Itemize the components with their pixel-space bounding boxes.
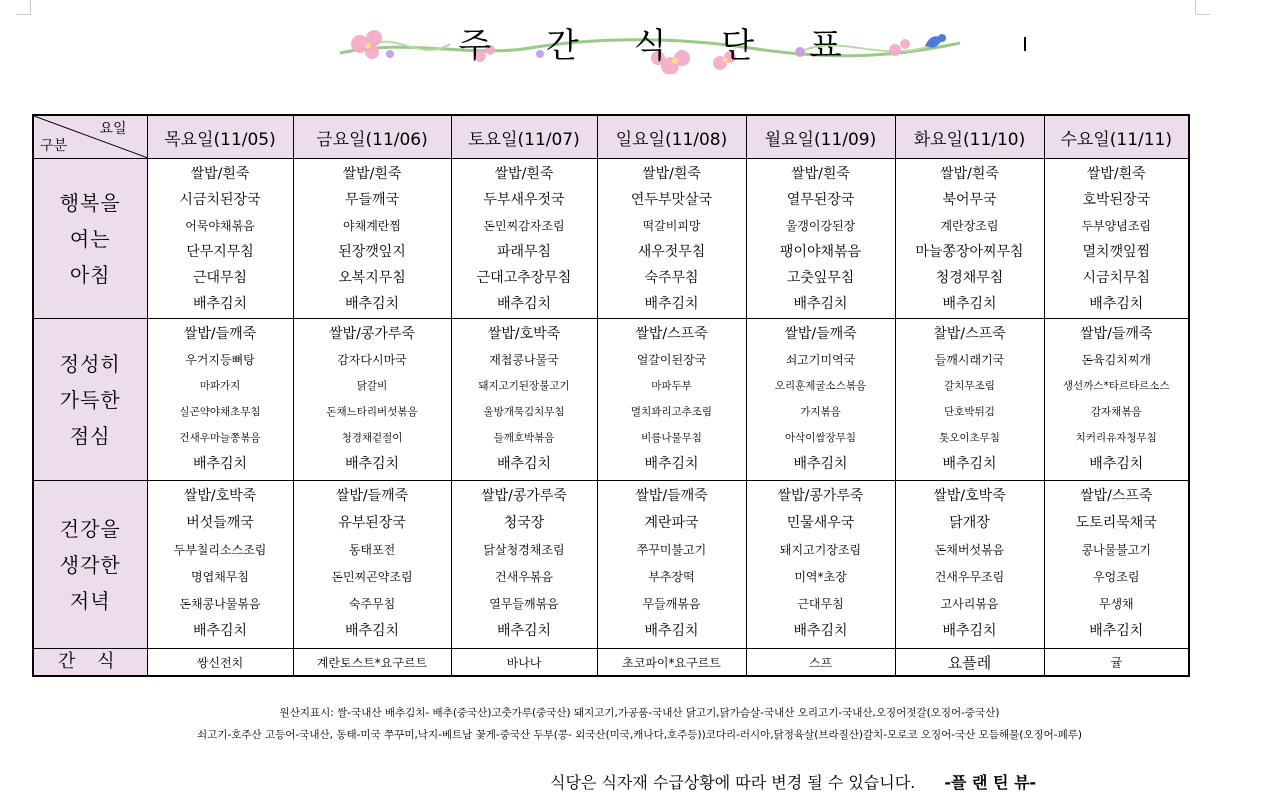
dish-item: 쌀밥/호박죽 [933, 488, 1006, 504]
origin-notice [0, 702, 1279, 746]
snack-cell: 쌍신전치 [147, 649, 293, 677]
dish-item: 우엉조림 [1093, 570, 1140, 584]
dish-item: 돈민찌곤약조림 [331, 570, 413, 584]
dish-item: 배추김치 [942, 623, 997, 639]
breakfast-menu-cell [1044, 159, 1189, 319]
dish-item: 닭살청경채조림 [483, 543, 565, 557]
dish-item: 두부칠리소스조림 [173, 543, 267, 557]
dinner-menu-cell [1044, 481, 1189, 649]
lunch-menu-cell [451, 319, 597, 481]
dish-item: 쇠고기미역국 [785, 353, 856, 367]
dish-item: 생선까스*타르타르소스 [1062, 380, 1170, 392]
meal-label-line: 아침 [69, 262, 111, 287]
dish-item: 톳오이초무침 [939, 432, 1000, 444]
dish-item: 근대고추장무침 [476, 270, 572, 286]
dish-item: 쌀밥/호박죽 [183, 488, 257, 504]
dish-item: 연두부맛살국 [630, 192, 713, 208]
dish-item: 닭갈비 [356, 380, 388, 392]
dish-item: 무들깨국 [344, 192, 400, 208]
dish-item: 두부새우젓국 [483, 192, 565, 208]
dish-item: 감자다시마국 [337, 353, 407, 367]
dish-item: 얼갈이된장국 [636, 353, 707, 367]
dinner-menu-cell [147, 481, 293, 649]
dish-item: 건새우마늘쫑볶음 [179, 432, 261, 444]
dish-item: 숙주무침 [348, 597, 396, 611]
page-corner-mark [17, 14, 31, 15]
day-header-row [33, 115, 1189, 159]
dish-item: 시금치무침 [1082, 270, 1151, 286]
dish-item: 쌀밥/흰죽 [190, 166, 250, 182]
dish-item: 가지볶음 [800, 406, 841, 418]
breakfast-menu-cell [293, 159, 451, 319]
dish-item: 돼지고기장조림 [779, 543, 862, 557]
day-header: 수요일(11/11) [1044, 115, 1189, 159]
dish-item: 배추김치 [644, 623, 699, 639]
dish-item: 쌀밥/흰죽 [940, 166, 999, 182]
dish-item: 실곤약야채초무침 [179, 406, 261, 418]
dish-item: 배추김치 [344, 623, 400, 639]
dish-item: 돈채느타리버섯볶음 [326, 406, 418, 418]
change-notice: 식당은 식자재 수급상황에 따라 변경 될 수 있습니다. [550, 773, 916, 792]
dish-item: 들깨호박볶음 [493, 432, 555, 444]
dish-item: 청경채무침 [935, 270, 1004, 286]
dish-item: 새우젓무침 [637, 244, 706, 260]
dish-item: 쌀밥/콩가루죽 [329, 326, 415, 342]
dish-item: 돼지고기된장불고기 [478, 380, 570, 392]
dish-item: 쌀밥/콩가루죽 [481, 488, 567, 504]
dish-item: 갈치무조림 [944, 380, 995, 392]
dish-item: 배추김치 [496, 456, 552, 472]
dish-item: 들깨시래기국 [934, 353, 1005, 367]
dish-item: 돈육김치찌개 [1081, 353, 1152, 367]
dish-item: 호박된장국 [1082, 192, 1151, 208]
snack-cell: 계란토스트*요구르트 [293, 649, 451, 677]
dish-item: 닭개장 [949, 515, 990, 531]
dish-item: 아삭이쌈장무침 [784, 432, 856, 444]
day-header: 금요일(11/06) [293, 115, 451, 159]
dish-item: 쌀밥/스프죽 [1080, 488, 1153, 504]
dish-item: 쭈꾸미불고기 [636, 543, 707, 557]
dish-item: 쌀밥/흰죽 [791, 166, 850, 182]
dish-item: 떡갈비피망 [642, 219, 701, 233]
dish-item: 미역*초장 [794, 570, 847, 584]
lunch-menu-cell [746, 319, 895, 481]
dish-item: 쌀밥/들깨죽 [1080, 326, 1153, 342]
dish-item: 돈민찌감자조림 [483, 219, 565, 233]
dish-item: 마파가지 [199, 380, 241, 392]
dish-item: 근대무침 [192, 270, 248, 286]
dish-item: 무들깨볶음 [642, 597, 701, 611]
snack-cell: 귤 [1044, 649, 1189, 677]
meal-label-line: 점심 [69, 423, 111, 448]
dish-item: 고사리볶음 [940, 597, 999, 611]
dish-item: 마늘쫑장아찌무침 [915, 244, 1024, 260]
dish-item: 명엽채무침 [191, 570, 249, 584]
weekday-axis-label: 요일 [99, 121, 127, 137]
dish-item: 멸치꽈리고추조림 [630, 406, 713, 418]
dish-item: 찰밥/스프죽 [933, 326, 1006, 342]
page-corner-mark [1195, 0, 1196, 14]
dish-item: 계란파국 [644, 515, 699, 531]
dish-item: 근대무침 [797, 597, 844, 611]
lunch-menu-cell [1044, 319, 1189, 481]
dish-item: 배추김치 [496, 296, 552, 312]
dish-item: 콩나물불고기 [1081, 543, 1152, 557]
dish-item: 청국장 [503, 515, 545, 531]
dish-item: 배추김치 [644, 456, 699, 472]
dish-item: 쌀밥/호박죽 [487, 326, 561, 342]
dish-item: 배추김치 [942, 456, 997, 472]
lunch-label [33, 319, 147, 481]
dish-item: 쌀밥/들깨죽 [335, 488, 409, 504]
dish-item: 버섯들깨국 [186, 515, 254, 531]
dish-item: 쌀밥/흰죽 [342, 166, 402, 182]
dish-item: 시금치된장국 [179, 192, 261, 208]
dish-item: 감자채볶음 [1090, 406, 1142, 418]
weekly-menu-table [32, 114, 1190, 677]
dish-item: 팽이야채볶음 [779, 244, 862, 260]
dish-item: 치커리유자청무침 [1075, 432, 1157, 444]
day-header: 일요일(11/08) [597, 115, 746, 159]
dinner-menu-cell [451, 481, 597, 649]
dish-item: 파래무침 [496, 244, 552, 260]
breakfast-menu-cell [895, 159, 1044, 319]
dinner-row [33, 481, 1189, 649]
dish-item: 단무지무침 [186, 244, 254, 260]
origin-line: 쇠고기-호주산 고등어-국내산, 동태-미국 쭈꾸미,낙지-베트남 꽃게-중국산 두부(콩- 외국산(미국,캐나다,호주등))코다리-러시아,닭정육살(브라질산)갈치-모로코 오징어-국산 모듬해물(오징어-페루) [197, 729, 1082, 741]
page-corner-mark [1196, 14, 1210, 15]
dish-item: 쌀밥/스프죽 [635, 326, 708, 342]
day-header: 화요일(11/10) [895, 115, 1044, 159]
corner-header-cell [33, 115, 147, 159]
dish-item: 오복지무침 [338, 270, 406, 286]
dish-item: 배추김치 [793, 296, 848, 312]
dish-item: 어묵야채볶음 [185, 219, 255, 233]
dish-item: 마파두부 [651, 380, 692, 392]
dish-item: 열무들깨볶음 [489, 597, 559, 611]
dish-item: 된장깻잎지 [338, 244, 406, 260]
lunch-menu-cell [293, 319, 451, 481]
meal-label-line: 건강을 [59, 516, 121, 541]
snack-row [33, 649, 1189, 677]
dish-item: 고춧잎무침 [786, 270, 855, 286]
dish-item: 북어무국 [942, 192, 997, 208]
dish-item: 배추김치 [192, 296, 248, 312]
dish-item: 열무된장국 [786, 192, 855, 208]
title-banner [330, 8, 970, 74]
dish-item: 배추김치 [942, 296, 997, 312]
dish-item: 쌀밥/들깨죽 [183, 326, 257, 342]
dish-item: 배추김치 [644, 296, 699, 312]
meal-label-line: 정성히 [59, 351, 121, 376]
brand-name: -플 랜 틴 뷰- [944, 773, 1037, 792]
dish-item: 배추김치 [192, 623, 248, 639]
dish-item: 쌀밥/콩가루죽 [777, 488, 864, 504]
dish-item: 무생채 [1098, 597, 1134, 611]
dish-item: 유부된장국 [338, 515, 406, 531]
lunch-menu-cell [147, 319, 293, 481]
dinner-menu-cell [746, 481, 895, 649]
dinner-menu-cell [597, 481, 746, 649]
dish-item: 부추장떡 [648, 570, 695, 584]
dish-item: 울갱이강된장 [785, 219, 856, 233]
meal-label-line: 여는 [69, 226, 111, 251]
dish-item: 야채계란찜 [343, 219, 401, 233]
dish-item: 배추김치 [1089, 623, 1144, 639]
dish-item: 오리훈제굴소스볶음 [774, 380, 867, 392]
dinner-menu-cell [895, 481, 1044, 649]
dish-item: 배추김치 [344, 456, 400, 472]
dinner-label [33, 481, 147, 649]
text-cursor [1024, 37, 1026, 51]
snack-cell: 바나나 [451, 649, 597, 677]
snack-cell: 스프 [746, 649, 895, 677]
dinner-menu-cell [293, 481, 451, 649]
page-corner-mark [30, 0, 31, 14]
dish-item: 배추김치 [1089, 456, 1144, 472]
day-header: 목요일(11/05) [147, 115, 293, 159]
meal-label-line: 가득한 [59, 387, 121, 412]
dish-item: 청경채겉절이 [341, 432, 403, 444]
snack-label: 간 식 [33, 649, 147, 677]
breakfast-menu-cell [597, 159, 746, 319]
breakfast-row [33, 159, 1189, 319]
day-header: 월요일(11/09) [746, 115, 895, 159]
lunch-row [33, 319, 1189, 481]
dish-item: 민물새우국 [786, 515, 855, 531]
dish-item: 건새우볶음 [495, 570, 553, 584]
dish-item: 두부양념조림 [1081, 219, 1152, 233]
origin-line: 원산지표시: 쌀-국내산 배추김치- 배추(중국산)고춧가루(중국산) 돼지고기,가공품-국내산 닭고기,닭가슴살-국내산 오리고기-국내산,오징어젓갈(오징어-중국산) [279, 707, 1000, 719]
dish-item: 건새우무조림 [934, 570, 1005, 584]
dish-item: 도토리묵채국 [1075, 515, 1157, 531]
dish-item: 배추김치 [1089, 296, 1144, 312]
day-header: 토요일(11/07) [451, 115, 597, 159]
footer-notice [550, 770, 1036, 793]
dish-item: 배추김치 [344, 296, 400, 312]
snack-cell: 요플레 [895, 649, 1044, 677]
snack-cell: 초코파이*요구르트 [597, 649, 746, 677]
dish-item: 단호박튀김 [944, 406, 995, 418]
dish-item: 쌀밥/흰죽 [494, 166, 554, 182]
dish-item: 배추김치 [192, 456, 248, 472]
breakfast-menu-cell [451, 159, 597, 319]
breakfast-menu-cell [147, 159, 293, 319]
dish-item: 우거지등뼈탕 [185, 353, 255, 367]
page-title: 주 간 식 단 표 [458, 26, 864, 66]
dish-item: 쌀밥/들깨죽 [784, 326, 857, 342]
dish-item: 배추김치 [793, 623, 848, 639]
dish-item: 배추김치 [496, 623, 552, 639]
dish-item: 비름나물무침 [641, 432, 702, 444]
breakfast-menu-cell [746, 159, 895, 319]
dish-item: 재첩콩나물국 [489, 353, 559, 367]
breakfast-label [33, 159, 147, 319]
dish-item: 동태포전 [348, 543, 396, 557]
dish-item: 배추김치 [793, 456, 848, 472]
meal-label-line: 저녁 [69, 588, 111, 613]
lunch-menu-cell [895, 319, 1044, 481]
lunch-menu-cell [597, 319, 746, 481]
dish-item: 멸치깻잎찜 [1082, 244, 1151, 260]
dish-item: 숙주무침 [644, 270, 699, 286]
dish-item: 쌀밥/흰죽 [642, 166, 701, 182]
dish-item: 계란장조림 [940, 219, 999, 233]
meal-label-line: 생각한 [59, 552, 121, 577]
dish-item: 돈채콩나물볶음 [179, 597, 261, 611]
dish-item: 울방개묵김치무침 [483, 406, 565, 418]
dish-item: 쌀밥/들깨죽 [635, 488, 708, 504]
dish-item: 쌀밥/흰죽 [1086, 166, 1146, 182]
meal-label-line: 행복을 [59, 190, 121, 215]
dish-item: 돈채버섯볶음 [934, 543, 1005, 557]
category-axis-label: 구분 [40, 138, 68, 154]
